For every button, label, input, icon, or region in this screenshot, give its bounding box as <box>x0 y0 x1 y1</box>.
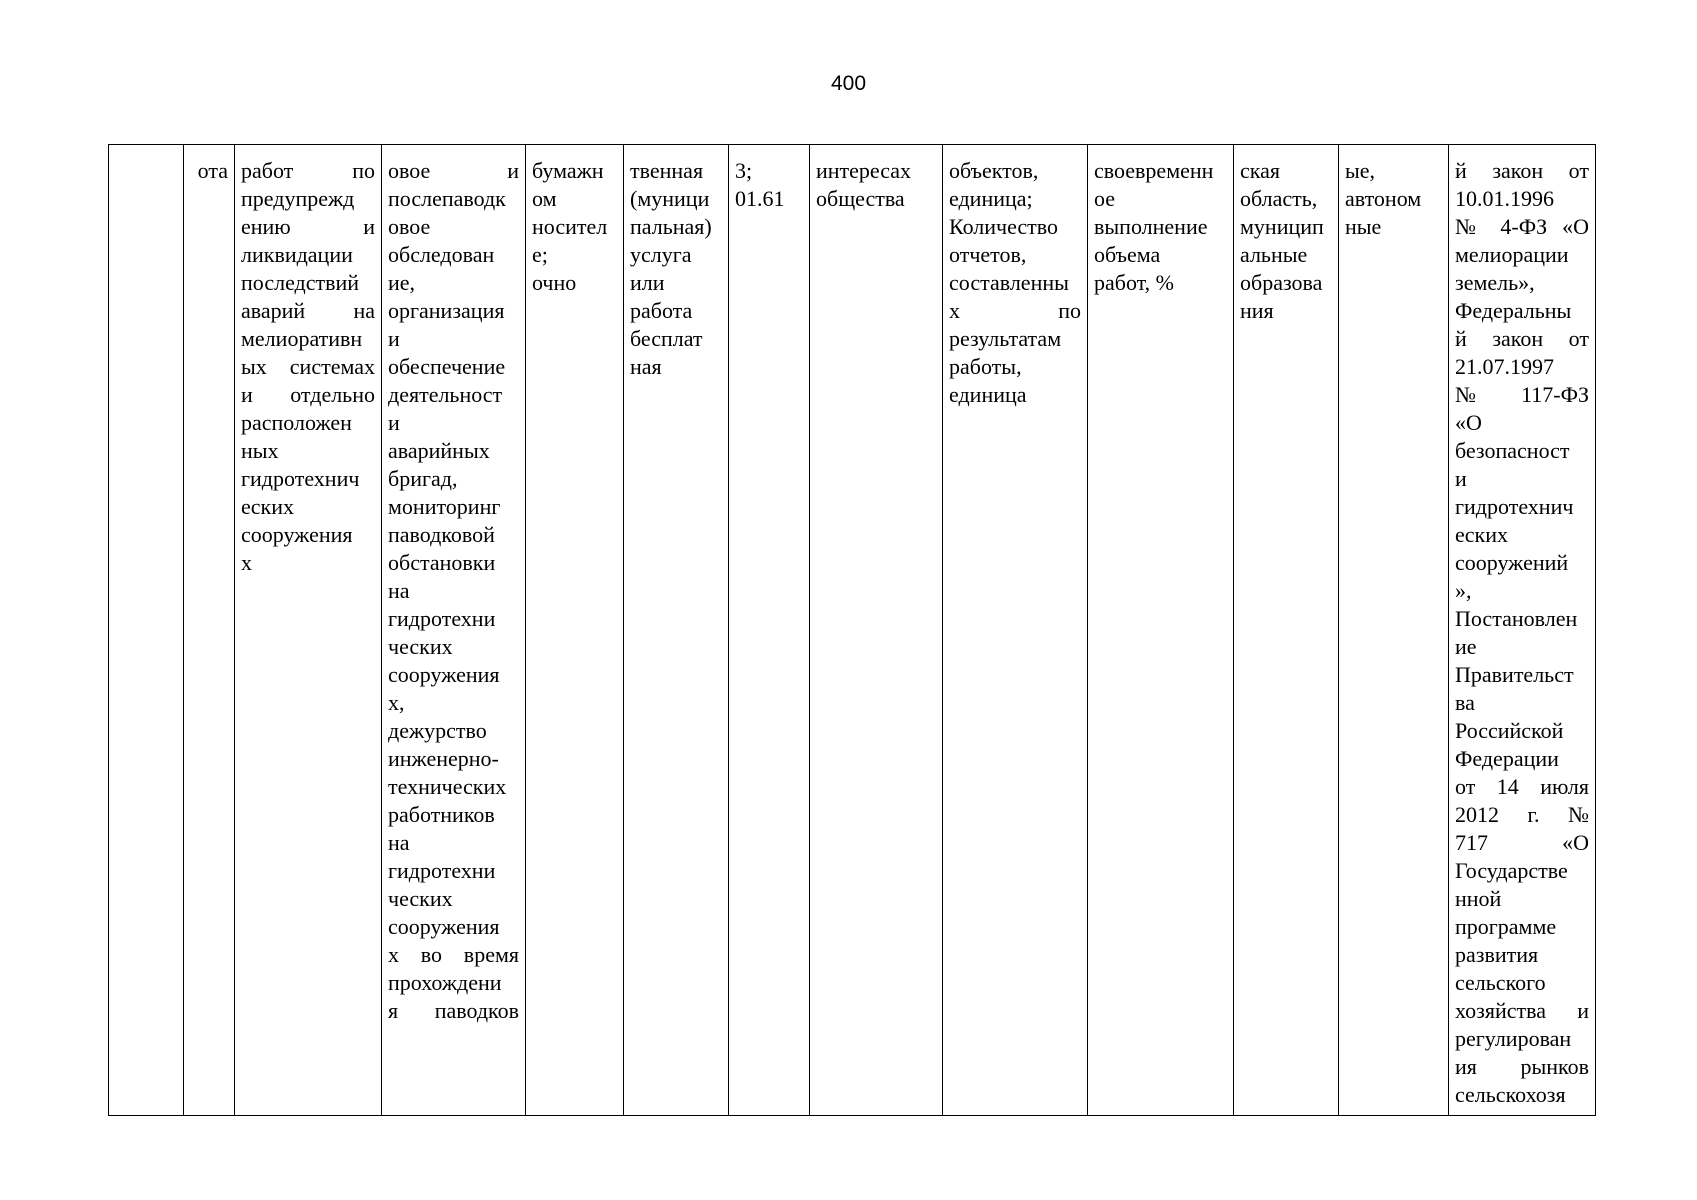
table-cell-okved-code: 3; 01.61 <box>729 145 810 1116</box>
table-cell-empty <box>109 145 184 1116</box>
table-cell-service-type: твенная (муници пальная) услуга или работа бесплат ная <box>624 145 729 1116</box>
page-number: 400 <box>830 72 867 95</box>
table-cell-work-suffix: ота <box>184 145 235 1116</box>
table-cell-consumers: интересах общества <box>810 145 943 1116</box>
table-cell-volume-indicators: объектов, единица; Количество отчетов, составленны х по результатам работы, единица <box>943 145 1088 1116</box>
table-cell-legal-basis: й закон от 10.01.1996 № 4-ФЗ «О мелиорации земель», Федеральны й закон от 21.07.1997 № 117-ФЗ «О безопасност и гидротехнич eских сооружений », Постановлен ие Правительст ва Российской Федерации от 14 июля 2012 г. № 717 «О Государстве нной программе развития сельского хозяйства и регулирован ия рынков сельскохозя <box>1449 145 1596 1116</box>
table-cell-work-name: работ по предупрежд ению и ликвидации последствий аварий на мелиоративн ых системах и отдельно расположен ных гидротехнич eских сооружения х <box>235 145 382 1116</box>
table-cell-form-of-provision: бумажн ом носител е; очно <box>526 145 624 1116</box>
table-cell-work-content: овое и послепаводк овое обследован ие, организация и обеспечение деятельност и аварийных бригад, мониторинг паводковой обстановки на гидротехни ческих сооружения х, дежурство инженерно- технических работников на гидротехни ческих сооружения х во время прохождени я паводков <box>382 145 526 1116</box>
table-row <box>109 145 1596 1116</box>
table-cell-institution-type: ые, автоном ные <box>1339 145 1449 1116</box>
table-cell-authority: ская область, муницип альные образова ния <box>1234 145 1339 1116</box>
document-table <box>108 144 1596 1116</box>
table-cell-quality-indicators: своевременн ое выполнение объема работ, % <box>1088 145 1234 1116</box>
